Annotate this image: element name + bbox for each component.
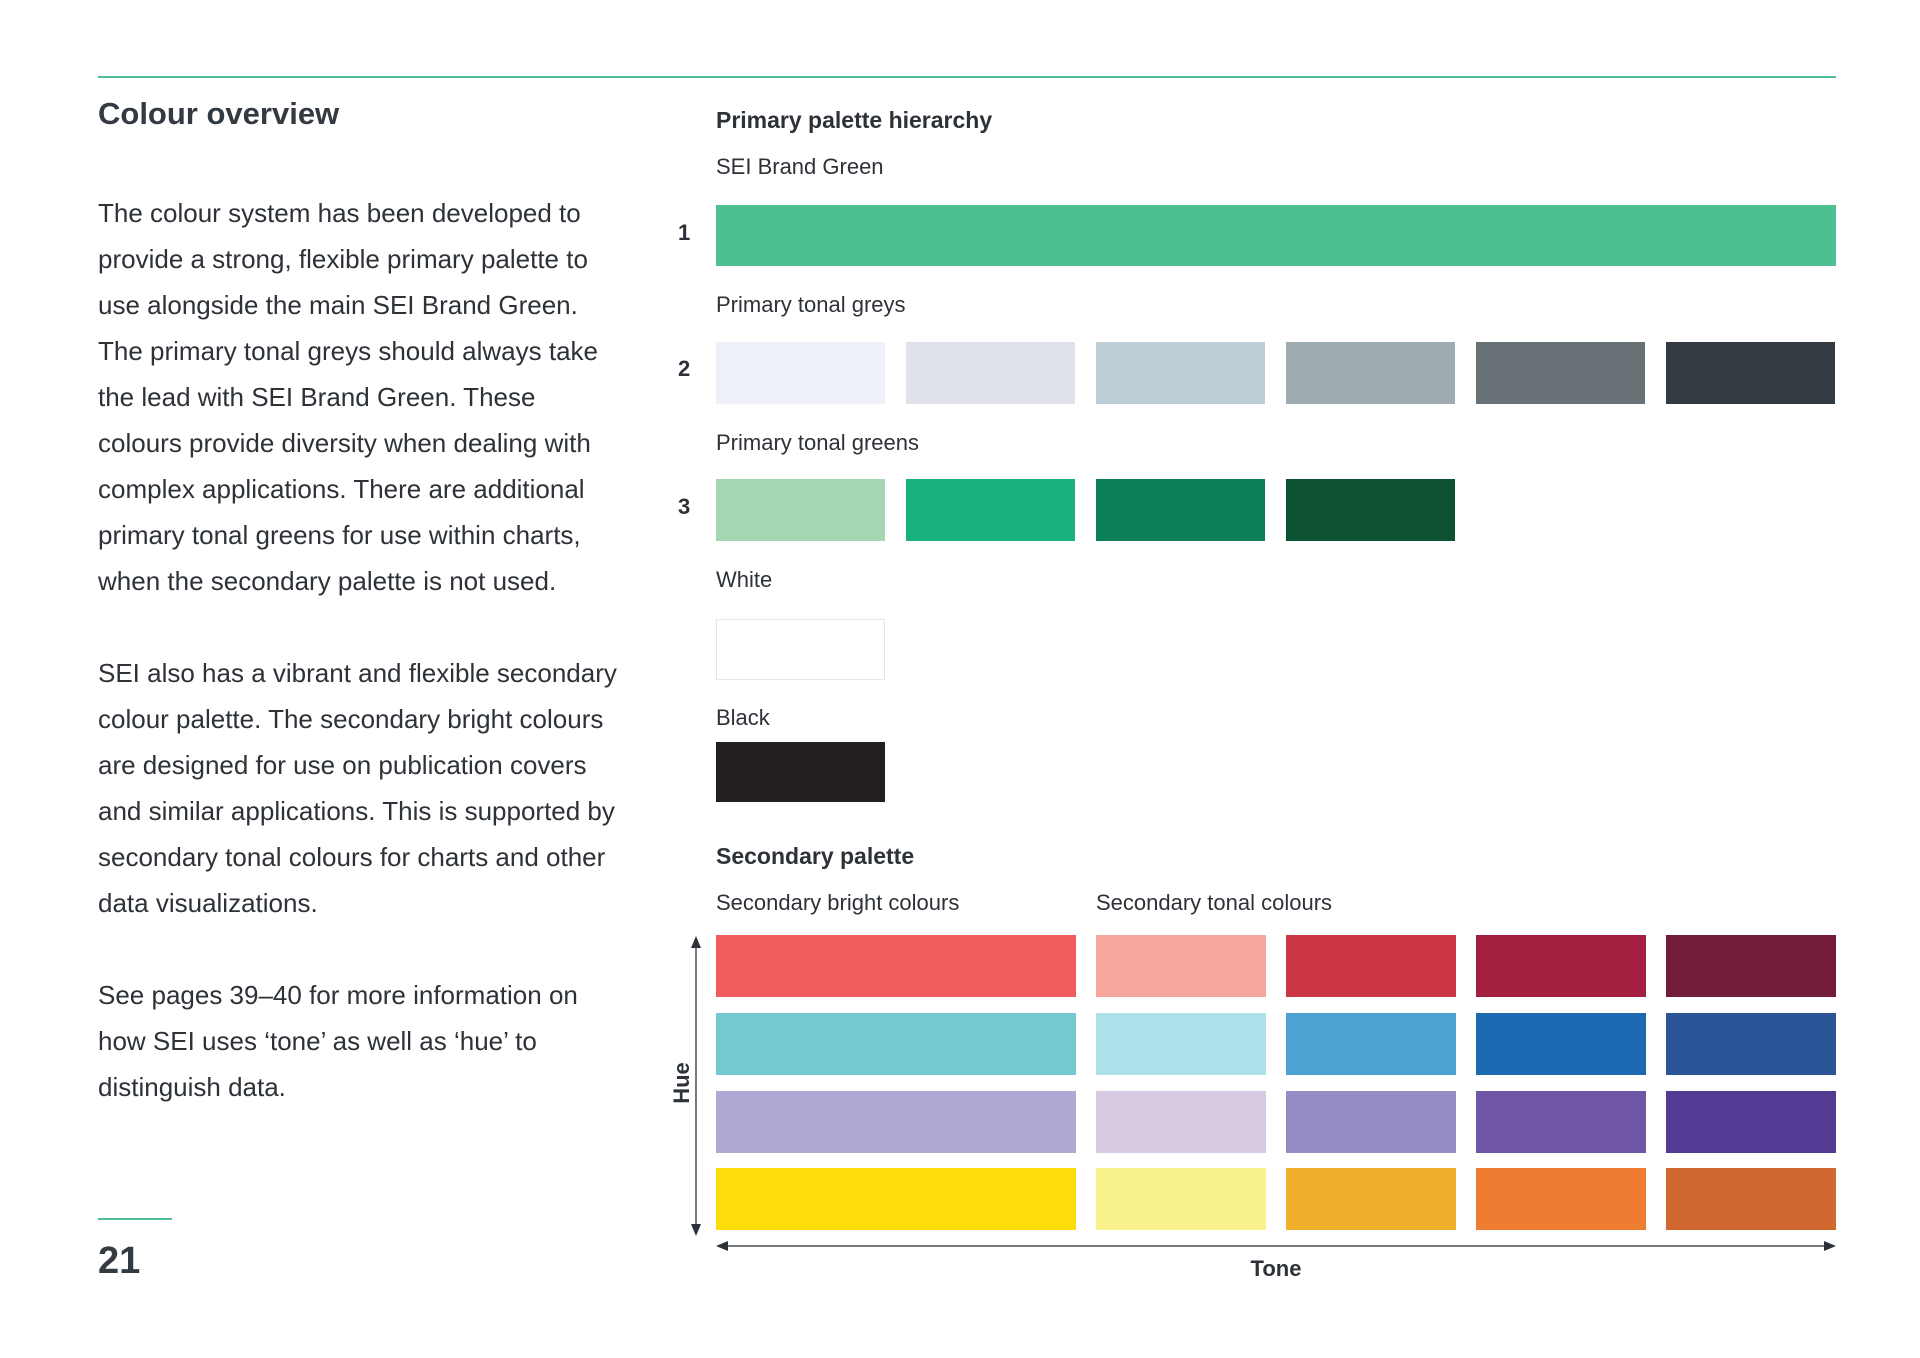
hue-axis-label: Hue — [669, 1062, 694, 1104]
tonal-grey-swatch-2 — [906, 342, 1075, 404]
secondary-tonal-swatch-3-2 — [1286, 1091, 1456, 1153]
white-label: White — [716, 567, 773, 592]
tone-axis-arrow — [716, 1236, 1836, 1256]
tonal-grey-swatch-6 — [1666, 342, 1835, 404]
reference-paragraph: See pages 39–40 for more information on how SEI uses ‘tone’ as well as ‘hue’ to distinguish data. — [98, 980, 578, 1102]
row-number-1: 1 — [678, 220, 691, 245]
secondary-bright-label: Secondary bright colours — [716, 890, 960, 915]
secondary-tonal-swatch-4-4 — [1666, 1168, 1836, 1230]
secondary-paragraph: SEI also has a vibrant and flexible secondary colour palette. The secondary bright colours are designed for use on publication covers and similar applications. This is supported by secondary tonal colours for charts and other data visualizations. — [98, 658, 617, 918]
secondary-tonal-swatch-4-2 — [1286, 1168, 1456, 1230]
secondary-tonal-swatch-2-4 — [1666, 1013, 1836, 1075]
secondary-tonal-swatch-1-3 — [1476, 935, 1646, 997]
secondary-tonal-swatch-3-4 — [1666, 1091, 1836, 1153]
tonal-grey-swatch-5 — [1476, 342, 1645, 404]
body-copy — [98, 190, 618, 1156]
secondary-bright-swatch-2 — [716, 1013, 1076, 1075]
secondary-tonal-swatch-2-3 — [1476, 1013, 1646, 1075]
tonal-grey-swatch-4 — [1286, 342, 1455, 404]
tone-axis-label: Tone — [1250, 1256, 1302, 1281]
secondary-tonal-swatch-1-4 — [1666, 935, 1836, 997]
intro-paragraph: The colour system has been developed to provide a strong, flexible primary palette to use alongside the main SEI Brand Green. The primary tonal greys should always take the lead with SEI Brand Green. These colours provide diversity when dealing with complex applications. There are additional primary tonal greens for use within charts, when the secondary palette is not used. — [98, 198, 599, 596]
secondary-tonal-swatch-1-2 — [1286, 935, 1456, 997]
row-number-2: 2 — [678, 356, 691, 381]
secondary-tonal-swatch-4-3 — [1476, 1168, 1646, 1230]
tonal-grey-swatch-3 — [1096, 342, 1265, 404]
page-number: 21 — [98, 1240, 141, 1282]
secondary-tonal-swatch-3-1 — [1096, 1091, 1266, 1153]
secondary-tonal-swatch-2-1 — [1096, 1013, 1266, 1075]
secondary-palette-heading: Secondary palette — [716, 843, 915, 869]
tonal-greens-label: Primary tonal greens — [716, 430, 919, 455]
tonal-green-swatch-2 — [906, 479, 1075, 541]
secondary-tonal-swatch-2-2 — [1286, 1013, 1456, 1075]
secondary-tonal-swatch-3-3 — [1476, 1091, 1646, 1153]
tonal-green-swatch-1 — [716, 479, 885, 541]
secondary-bright-swatch-1 — [716, 935, 1076, 997]
page-title: Colour overview — [98, 96, 340, 131]
tonal-grey-swatch-1 — [716, 342, 885, 404]
secondary-tonal-label: Secondary tonal colours — [1096, 890, 1333, 915]
page-number-rule — [98, 1218, 172, 1220]
black-label: Black — [716, 705, 770, 730]
top-rule — [98, 76, 1836, 78]
tonal-greys-label: Primary tonal greys — [716, 292, 906, 317]
row-number-3: 3 — [678, 494, 691, 519]
brand-green-label: SEI Brand Green — [716, 154, 884, 179]
secondary-bright-swatch-4 — [716, 1168, 1076, 1230]
primary-palette-heading: Primary palette hierarchy — [716, 107, 993, 133]
black-swatch — [716, 742, 885, 802]
secondary-bright-swatch-3 — [716, 1091, 1076, 1153]
white-swatch — [716, 619, 885, 680]
secondary-tonal-swatch-1-1 — [1096, 935, 1266, 997]
secondary-tonal-swatch-4-1 — [1096, 1168, 1266, 1230]
tonal-green-swatch-4 — [1286, 479, 1455, 541]
tonal-green-swatch-3 — [1096, 479, 1265, 541]
brand-green-swatch — [716, 205, 1836, 266]
